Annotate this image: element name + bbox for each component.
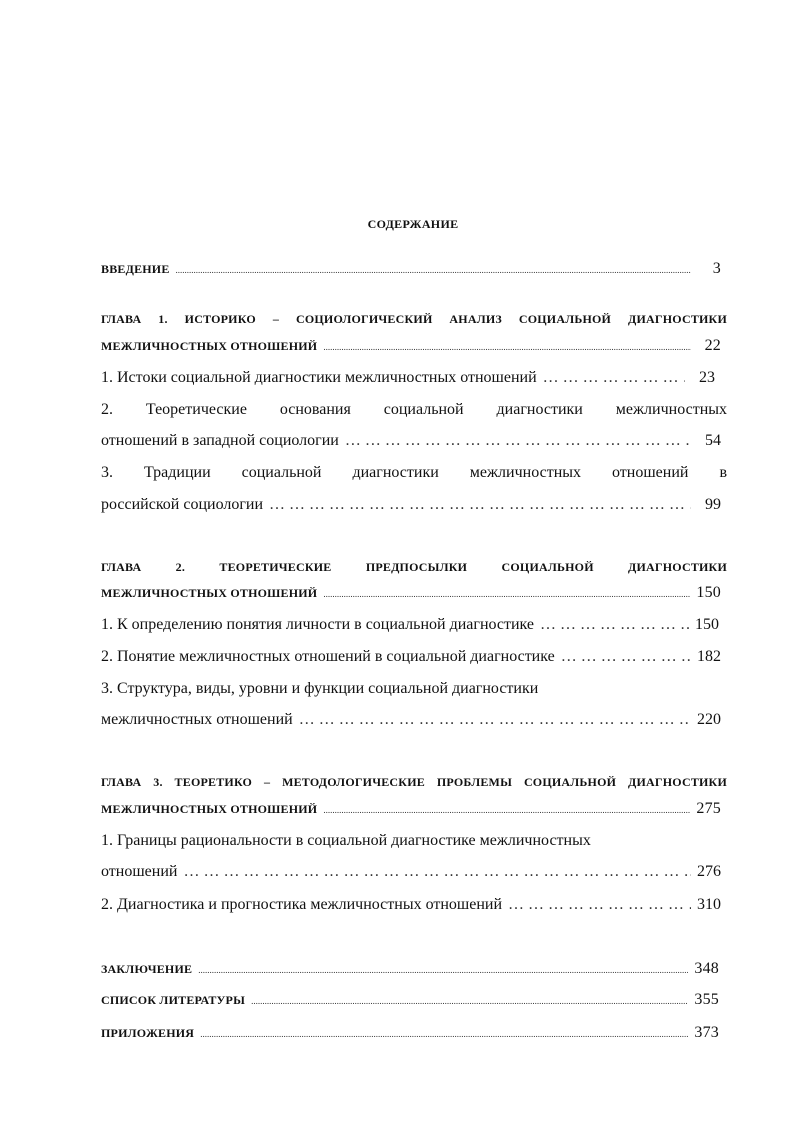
toc-entry-appendices xyxy=(101,1024,719,1042)
toc-page-number: 220 xyxy=(697,711,721,728)
toc-page-number: 22 xyxy=(704,337,721,354)
dot-leader xyxy=(508,896,691,914)
toc-entry-ch2-s1 xyxy=(101,616,719,634)
toc-label: 2. Диагностика и прогностика межличностных отношений xyxy=(101,896,503,913)
toc-page-number: 276 xyxy=(697,863,721,880)
toc-label: 2. Понятие межличностных отношений в социальной диагностике xyxy=(101,648,555,665)
toc-entry-ch1-s2 xyxy=(101,432,721,450)
toc-entry-ch1-s3-line1: 3. Традиции социальной диагностики межличностных отношений в xyxy=(101,464,727,481)
toc-label: СПИСОК ЛИТЕРАТУРЫ xyxy=(101,993,246,1007)
toc-entry-conclusion xyxy=(101,960,719,978)
toc-page-number: 3 xyxy=(712,260,721,277)
toc-entry-chapter1 xyxy=(101,337,721,355)
dot-leader xyxy=(269,496,691,514)
dot-leader xyxy=(561,648,691,666)
dot-leader xyxy=(200,1026,688,1041)
toc-page-number: 275 xyxy=(696,800,721,817)
toc-page-number: 150 xyxy=(695,616,719,633)
toc-entry-ch3-s1 xyxy=(101,863,721,881)
toc-label: 1. К определению понятия личности в социальной диагностике xyxy=(101,616,535,633)
toc-label: 1. Истоки социальной диагностики межличностных отношений xyxy=(101,369,537,386)
dot-leader xyxy=(540,616,689,634)
toc-entry-references xyxy=(101,991,719,1009)
dot-leader xyxy=(176,262,691,277)
dot-leader xyxy=(198,962,688,977)
dot-leader xyxy=(183,863,691,881)
toc-entry-chapter3 xyxy=(101,800,721,818)
toc-page-number: 99 xyxy=(705,496,721,513)
toc-entry-ch1-s1 xyxy=(101,369,715,387)
toc-entry-ch3-s2 xyxy=(101,896,721,914)
toc-page-number: 182 xyxy=(697,648,721,665)
toc-entry-intro xyxy=(101,260,721,278)
toc-entry-ch2-s3-line1 xyxy=(101,680,721,698)
toc-label: 3. Структура, виды, уровни и функции социальной диагностики xyxy=(101,680,539,697)
toc-label: 1. Границы рациональности в социальной диагностике межличностных xyxy=(101,832,591,849)
toc-entry-ch2-s2 xyxy=(101,648,721,666)
toc-label: ВВЕДЕНИЕ xyxy=(101,262,170,276)
dot-leader xyxy=(345,432,691,450)
toc-entry-ch1-s2-line1: 2. Теоретические основания социальной диагностики межличностных xyxy=(101,401,727,418)
dot-leader xyxy=(543,369,685,387)
page-title: СОДЕРЖАНИЕ xyxy=(367,217,459,231)
toc-page-number: 150 xyxy=(696,584,721,601)
chapter3-heading-line2: МЕЖЛИЧНОСТНЫХ ОТНОШЕНИЙ xyxy=(101,802,318,816)
dot-leader xyxy=(299,711,691,729)
dot-leader xyxy=(323,586,690,601)
toc-label: ЗАКЛЮЧЕНИЕ xyxy=(101,962,193,976)
toc-page-number: 355 xyxy=(694,991,719,1008)
chapter2-heading-line1: ГЛАВА 2. ТЕОРЕТИЧЕСКИЕ ПРЕДПОСЫЛКИ СОЦИАЛЬНОЙ ДИАГНОСТИКИ xyxy=(101,560,727,574)
toc-label: отношений xyxy=(101,863,178,880)
toc-entry-ch1-s3 xyxy=(101,496,721,514)
toc-page-number: 54 xyxy=(705,432,721,449)
toc-label: отношений в западной социологии xyxy=(101,432,339,449)
toc-label: ПРИЛОЖЕНИЯ xyxy=(101,1026,195,1040)
toc-entry-ch3-s1-line1 xyxy=(101,832,721,850)
toc-page-number: 310 xyxy=(697,896,721,913)
chapter1-heading-line1: ГЛАВА 1. ИСТОРИКО – СОЦИОЛОГИЧЕСКИЙ АНАЛИЗ СОЦИАЛЬНОЙ ДИАГНОСТИКИ xyxy=(101,312,727,326)
toc-page-number: 348 xyxy=(694,960,719,977)
dot-leader xyxy=(323,339,691,354)
chapter1-heading-line2: МЕЖЛИЧНОСТНЫХ ОТНОШЕНИЙ xyxy=(101,339,318,353)
dot-leader xyxy=(323,802,690,817)
dot-leader xyxy=(251,993,688,1008)
chapter2-heading-line2: МЕЖЛИЧНОСТНЫХ ОТНОШЕНИЙ xyxy=(101,586,318,600)
toc-entry-ch2-s3 xyxy=(101,711,721,729)
toc-label: межличностных отношений xyxy=(101,711,293,728)
toc-entry-chapter2 xyxy=(101,584,721,602)
toc-label: российской социологии xyxy=(101,496,264,513)
toc-page-number: 23 xyxy=(699,369,715,386)
chapter3-heading-line1: ГЛАВА 3. ТЕОРЕТИКО – МЕТОДОЛОГИЧЕСКИЕ ПРОБЛЕМЫ СОЦИАЛЬНОЙ ДИАГНОСТИКИ xyxy=(101,775,727,789)
toc-page-number: 373 xyxy=(694,1024,719,1041)
